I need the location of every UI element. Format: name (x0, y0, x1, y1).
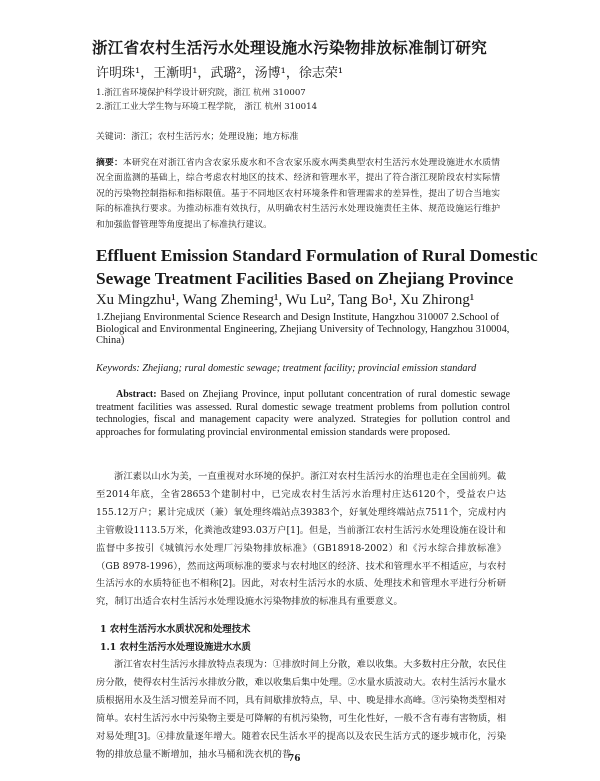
body-paragraph-water-quality: 浙江省农村生活污水排放特点表现为：①排放时间上分散，难以收集。大多数村庄分散，农民住房分散，使得农村生活污水排放分散，难以收集后集中处理。②水量水质波动大。农村生活污水量水质根据用水及生活习惯差异而不同，具有间歇排放特点，早、中、晚是排水高峰。③污染物类型相对简单。农村生活污水中污染物主要是可降解的有机污染物，可生化性好，一般不含有毒有害物质，相对易处理[3]。④排放量逐年增大。随着农民生活水平的提高以及农民生活方式的逐步城市化，污染物的排放总量不断增加，抽水马桶和洗衣机的普 (96, 659, 506, 760)
chinese-authors: 许明珠¹，王漸明¹，武璐²，汤博¹，徐志荣¹ (96, 66, 344, 81)
chinese-abstract (96, 156, 500, 233)
chinese-affiliation-2: 2.浙江工业大学生物与环境工程学院， 浙江 杭州 310014 (96, 102, 318, 112)
english-authors: Xu Mingzhu¹, Wang Zheming¹, Wu Lu², Tang Bo¹, Xu Zhirong¹ (96, 292, 475, 308)
english-abstract (96, 389, 510, 439)
chinese-keywords-text: 浙江；农村生活污水；处理设施；地方标准 (131, 132, 299, 142)
subsection-heading-1-1: 1.1 农村生活污水处理设施进水水质 (100, 642, 251, 653)
chinese-abstract-label: 摘要： (96, 158, 123, 168)
english-affiliations: 1.Zhejiang Environmental Science Research and Design Institute, Hangzhou 310007 2.School of Biological and Environmental Engineering, Zhejiang University of Technology, Hangzhou 310004, China) (96, 312, 510, 346)
chinese-keywords-label: 关键词： (96, 132, 132, 142)
english-title-line-1: Effluent Emission Standard Formulation of Rural Domestic (96, 246, 538, 265)
english-abstract-label: Abstract: (116, 389, 157, 400)
chinese-abstract-text: 本研究在对浙江省内含农家乐废水和不含农家乐废水两类典型农村生活污水处理设施进水水质情况全面监测的基础上，综合考虑农村地区的技术、经济和管理水平，提出了符合浙江现阶段农村实际情况的污染物控制指标和指标限值。基于不同地区农村环境条件和管理需求的差异性，提出了切合当地实际的标准执行要求。为推动标准有效执行，从明确农村生活污水处理设施责任主体、规范设施运行维护和加强监督管理等角度提出了标准执行建议。 (96, 158, 500, 230)
english-keywords (96, 363, 476, 374)
english-title-line-2: Sewage Treatment Facilities Based on Zhejiang Province (96, 269, 514, 288)
chinese-affiliation-1: 1.浙江省环境保护科学设计研究院，浙江 杭州 310007 (96, 88, 306, 98)
english-abstract-text: Based on Zhejiang Province, input pollutant concentration of rural domestic sewage treatment facilities was assessed. Rural domestic sewage treatment problems from pollution control technologies, fiscal and management capacity were analyzed. Strategies for pollution control and approaches for formulating provincial environmental emission standards were proposed. (96, 389, 511, 438)
body-paragraph-intro: 浙江素以山水为美，一直重视对水环境的保护。浙江对农村生活污水的治理也走在全国前列。截至2014年底，全省28653个建制村中，已完成农村生活污水治理村庄达6120个，受益农户达155.12万户；累计完成厌（兼）氧处理终端站点39383个，好氧处理终端站点7511个，完成村内主管敷设1113.5万米，化粪池改建93.03万户[1]。但是，当前浙江农村生活污水处理设施在设计和监督中多按引《城镇污水处理厂污染物排放标准》（GB18918-2002）和《污水综合排放标准》（GB 8978-1996），然而这两项标准的要求与农村地区的经济、技术和管理水平不相适应，与农村生活污水的水质特征也不相称[2]。因此，对农村生活污水的水质、处理技术和管理水平进行分析研究，制订出适合农村生活污水处理设施水污染物排放的标准具有重要意义。 (96, 471, 506, 608)
english-keywords-text: Zhejiang; rural domestic sewage; treatment facility; provincial emission standard (142, 363, 477, 374)
english-keywords-label: Keywords: (96, 363, 140, 374)
section-heading-1: 1 农村生活污水水质状况和处理技术 (100, 624, 251, 635)
page-number: 76 (288, 754, 301, 764)
chinese-keywords (96, 129, 298, 142)
chinese-title: 浙江省农村生活污水处理设施水污染物排放标准制订研究 (92, 38, 488, 57)
